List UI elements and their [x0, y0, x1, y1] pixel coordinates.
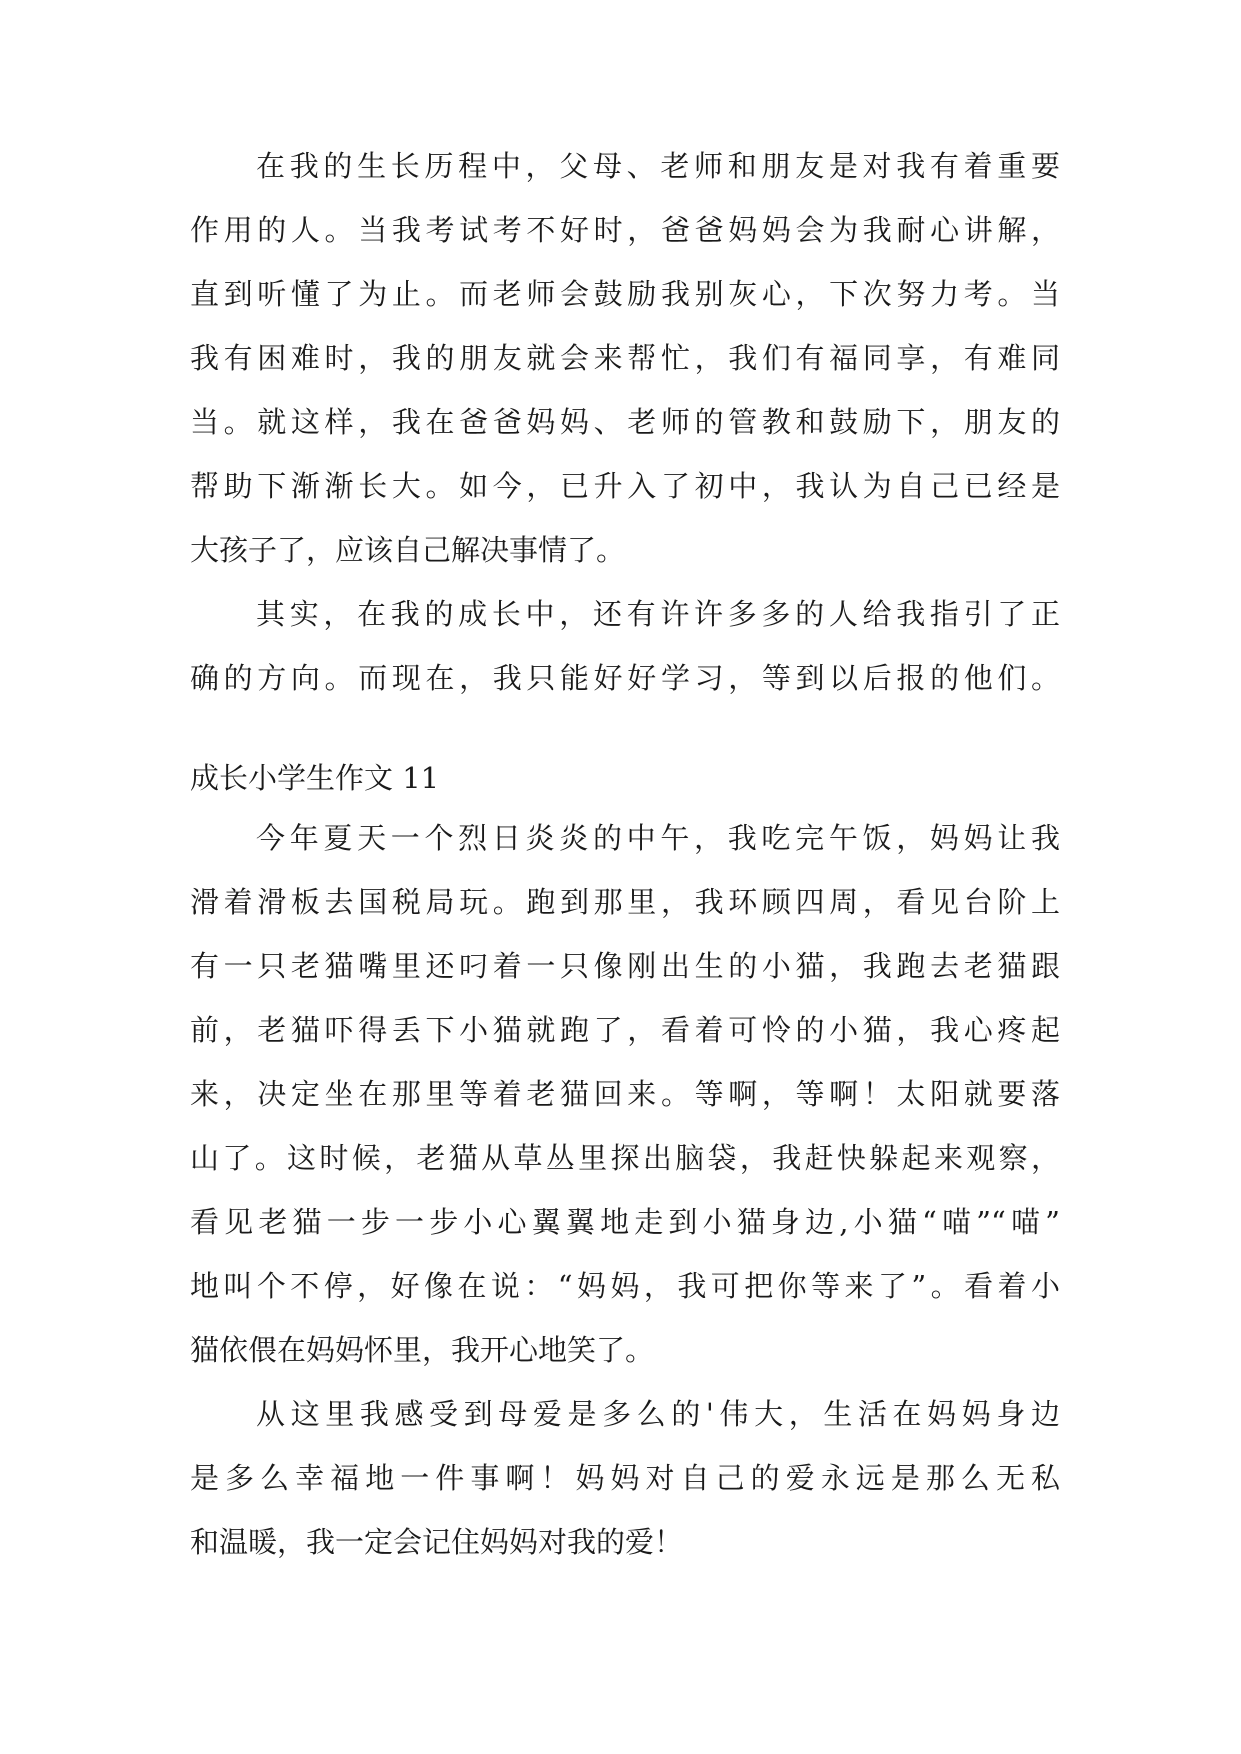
paragraph-line: 和温暖，我一定会记住妈妈对我的爱！: [190, 1525, 684, 1559]
paragraph-line: 帮助下渐渐长大。如今，已升入了初中，我认为自己已经是: [190, 469, 1060, 503]
paragraph-line: 大孩子了，应该自己解决事情了。: [190, 533, 626, 567]
paragraph-line: 前，老猫吓得丢下小猫就跑了，看着可怜的小猫，我心疼起: [190, 1013, 1060, 1047]
paragraph-line: 从这里我感受到母爱是多么的'伟大，生活在妈妈身边: [256, 1397, 1060, 1431]
paragraph-line: 我有困难时，我的朋友就会来帮忙，我们有福同享，有难同: [190, 341, 1060, 375]
paragraph-line: 其实，在我的成长中，还有许许多多的人给我指引了正: [256, 597, 1060, 631]
paragraph-line: 看见老猫一步一步小心翼翼地走到小猫身边,小猫“喵”“喵”: [190, 1205, 1060, 1239]
paragraph-line: 当。就这样，我在爸爸妈妈、老师的管教和鼓励下，朋友的: [190, 405, 1060, 439]
paragraph-line: 直到听懂了为止。而老师会鼓励我别灰心，下次努力考。当: [190, 277, 1060, 311]
section-heading: 成长小学生作文 11: [190, 761, 440, 795]
paragraph-line: 是多么幸福地一件事啊！妈妈对自己的爱永远是那么无私: [190, 1461, 1060, 1495]
paragraph-line: 作用的人。当我考试考不好时，爸爸妈妈会为我耐心讲解，: [190, 213, 1060, 247]
paragraph-line: 有一只老猫嘴里还叼着一只像刚出生的小猫，我跑去老猫跟: [190, 949, 1060, 983]
paragraph-line: 猫依偎在妈妈怀里，我开心地笑了。: [190, 1333, 655, 1367]
paragraph-line: 今年夏天一个烈日炎炎的中午，我吃完午饭，妈妈让我: [256, 821, 1060, 855]
paragraph-line: 来，决定坐在那里等着老猫回来。等啊，等啊！太阳就要落: [190, 1077, 1060, 1111]
paragraph-line: 地叫个不停，好像在说：“妈妈，我可把你等来了”。看着小: [190, 1269, 1060, 1303]
paragraph-line: 山了。这时候，老猫从草丛里探出脑袋，我赶快躲起来观察，: [190, 1141, 1060, 1175]
paragraph-line: 在我的生长历程中，父母、老师和朋友是对我有着重要: [256, 149, 1060, 183]
paragraph-line: 确的方向。而现在，我只能好好学习，等到以后报的他们。: [190, 661, 1060, 695]
paragraph-line: 滑着滑板去国税局玩。跑到那里，我环顾四周，看见台阶上: [190, 885, 1060, 919]
